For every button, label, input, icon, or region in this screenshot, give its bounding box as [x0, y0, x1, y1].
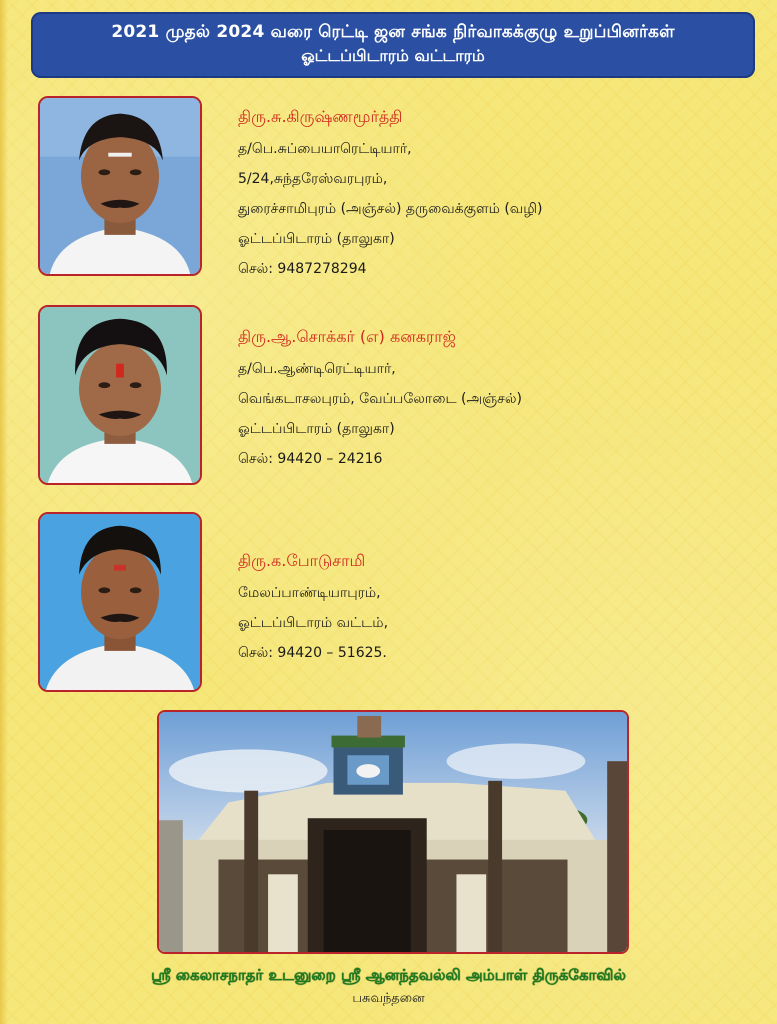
member-address: 5/24,சுந்தரேஸ்வரபுரம்,: [238, 171, 388, 187]
member-photo-2: [38, 305, 202, 485]
member-father: த/பெ.ஆண்டிரெட்டியார்,: [238, 361, 396, 377]
member-address: மேலப்பாண்டியாபுரம்,: [238, 585, 381, 601]
member-details-1: [238, 104, 758, 284]
temple-name: ஸ்ரீ கைலாசநாதர் உடனுறை ஸ்ரீ ஆனந்தவல்லி அம்பாள் திருக்கோவில்: [151, 966, 626, 984]
member-name: திரு.ஆ.சொக்கர் (எ) கனகராஜ்: [238, 327, 456, 346]
member-details-2: [238, 324, 758, 474]
member-name: திரு.க.போடுசாமி: [238, 551, 366, 570]
member-taluk: ஓட்டப்பிடாரம் வட்டம்,: [238, 615, 389, 631]
member-taluk: ஓட்டப்பிடாரம் (தாலுகா): [238, 231, 395, 247]
page-edge-shadow: [0, 0, 8, 1024]
member-taluk: ஓட்டப்பிடாரம் (தாலுகா): [238, 421, 395, 437]
header-banner: [31, 12, 755, 78]
member-name: திரு.சு.கிருஷ்ணமூர்த்தி: [238, 107, 403, 126]
member-details-3: [238, 548, 758, 668]
temple-photo: [157, 710, 629, 954]
member-phone: செல்: 94420 – 51625.: [238, 645, 387, 661]
member-address: துரைச்சாமிபுரம் (அஞ்சல்) தருவைக்குளம் (வழி): [238, 201, 543, 217]
member-phone: செல்: 9487278294: [238, 261, 367, 277]
member-photo-3: [38, 512, 202, 692]
member-photo-1: [38, 96, 202, 276]
member-father: த/பெ.சுப்பையாரெட்டியார்,: [238, 141, 412, 157]
member-phone: செல்: 94420 – 24216: [238, 451, 383, 467]
member-address: வெங்கடாசலபுரம், வேப்பலோடை (அஞ்சல்): [238, 391, 522, 407]
temple-location: பசுவந்தனை: [352, 991, 425, 1006]
header-title: 2021 முதல் 2024 வரை ரெட்டி ஜன சங்க நிர்வாகக்குழு உறுப்பினர்கள்: [111, 22, 675, 42]
header-subtitle: ஓட்டப்பிடாரம் வட்டாரம்: [301, 46, 485, 65]
